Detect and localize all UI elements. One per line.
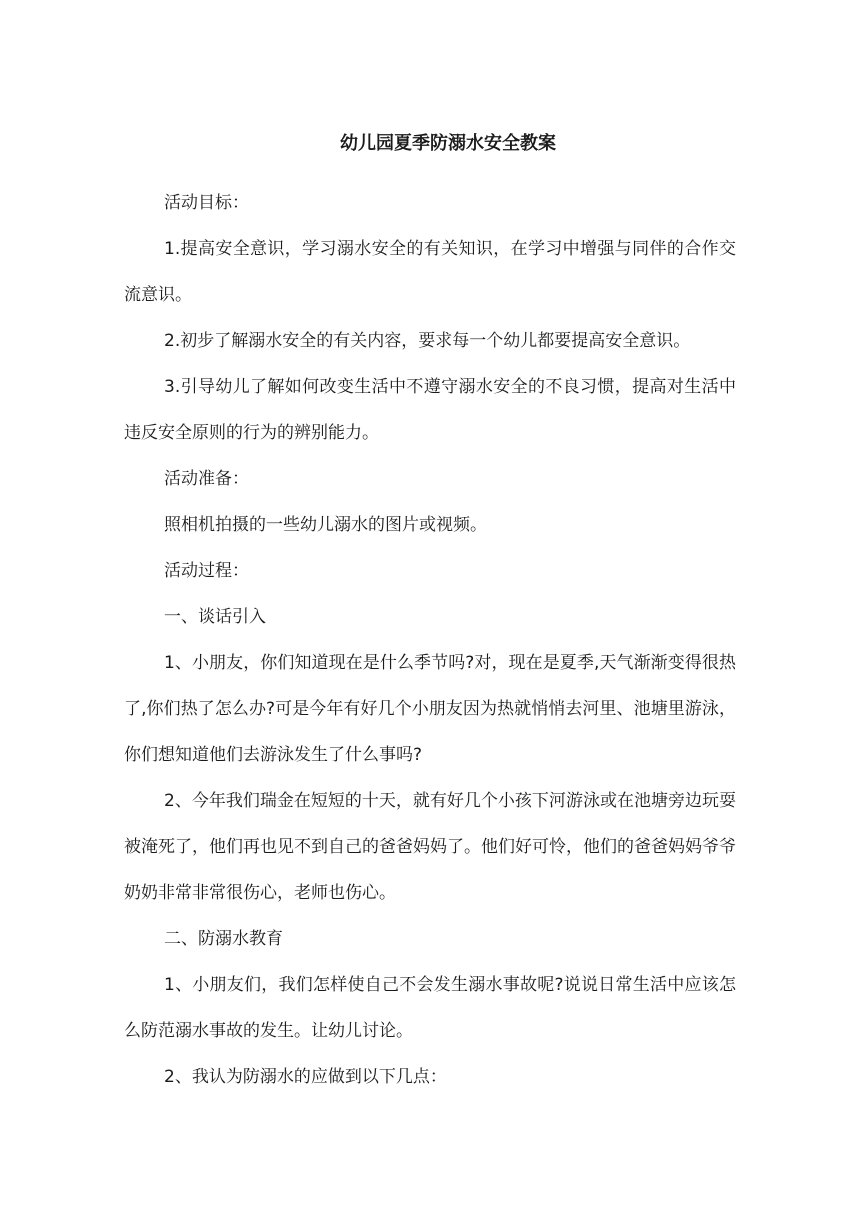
paragraph-preparation: 照相机拍摄的一些幼儿溺水的图片或视频。 bbox=[164, 515, 487, 535]
paragraph-process-heading: 活动过程： bbox=[164, 561, 249, 581]
paragraph-goal-1: 1.提高安全意识，学习溺水安全的有关知识，在学习中增强与同伴的合作交流意识。 bbox=[124, 239, 736, 305]
paragraph-goal-3: 3.引导幼儿了解如何改变生活中不遵守溺水安全的不良习惯，提高对生活中违反安全原则的行为的辨别能力。 bbox=[124, 377, 736, 443]
paragraph-goal-2: 2.初步了解溺水安全的有关内容，要求每一个幼儿都要提高安全意识。 bbox=[164, 331, 691, 351]
paragraph-section-2-item-1: 1、小朋友们，我们怎样使自己不会发生溺水事故呢?说说日常生活中应该怎么防范溺水事故的发生。让幼儿讨论。 bbox=[124, 975, 736, 1041]
paragraph-section-1-item-2: 2、今年我们瑞金在短短的十天，就有好几个小孩下河游泳或在池塘旁边玩耍被淹死了，他们再也见不到自己的爸爸妈妈了。他们好可怜，他们的爸爸妈妈爷爷奶奶非常非常很伤心，老师也伤心。 bbox=[124, 791, 736, 903]
paragraph-section-2-heading: 二、防溺水教育 bbox=[164, 929, 283, 949]
document-body bbox=[124, 180, 736, 1100]
paragraph-preparation-heading: 活动准备： bbox=[164, 469, 249, 489]
document-title: 幼儿园夏季防溺水安全教案 bbox=[340, 133, 556, 154]
paragraph-section-2-item-2: 2、我认为防溺水的应做到以下几点： bbox=[164, 1067, 447, 1087]
paragraph-section-1-item-1: 1、小朋友，你们知道现在是什么季节吗?对，现在是夏季,天气渐渐变得很热了,你们热了怎么办?可是今年有好几个小朋友因为热就悄悄去河里、池塘里游泳，你们想知道他们去游泳发生了什么事吗? bbox=[124, 653, 736, 765]
paragraph-goals-heading: 活动目标： bbox=[164, 193, 249, 213]
paragraph-section-1-heading: 一、谈话引入 bbox=[164, 607, 266, 627]
